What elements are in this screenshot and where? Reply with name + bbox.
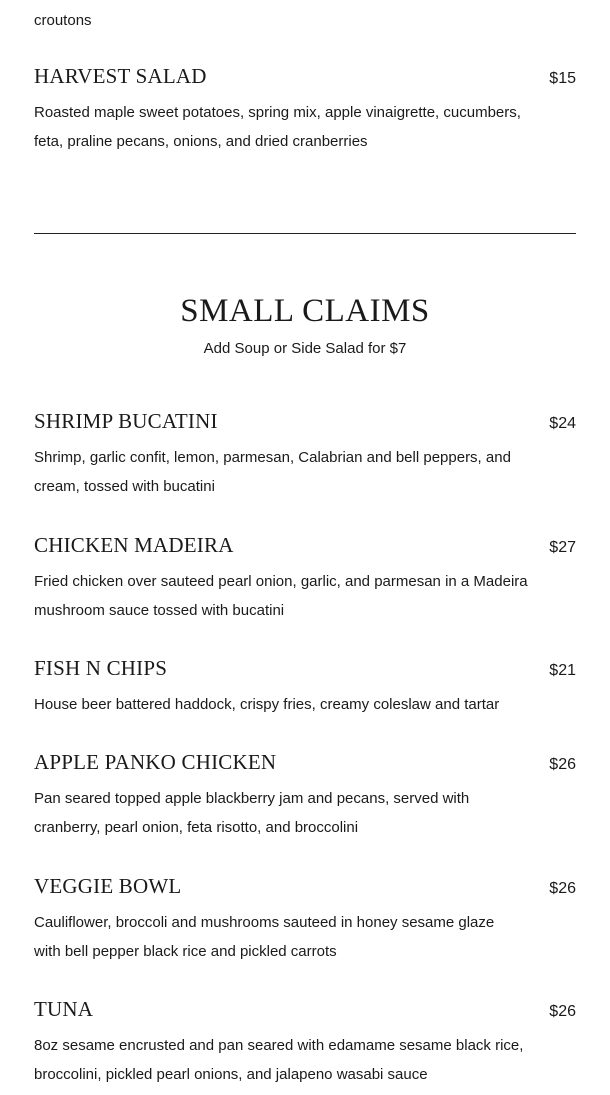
menu-item-shrimp-bucatini — [34, 409, 576, 501]
item-price: $26 — [549, 756, 576, 773]
section-subtitle: Add Soup or Side Salad for $7 — [203, 340, 407, 357]
menu-item-apple-panko-chicken — [34, 750, 576, 842]
description-line: with bell pepper black rice and pickled carrots — [34, 943, 337, 960]
item-description — [34, 98, 576, 156]
item-price: $26 — [549, 1003, 576, 1020]
item-description — [34, 1031, 576, 1089]
item-name: APPLE PANKO CHICKEN — [34, 750, 277, 774]
description-line: feta, praline pecans, onions, and dried cranberries — [34, 133, 368, 150]
item-description — [34, 908, 576, 966]
description-line: Cauliflower, broccoli and mushrooms sauteed in honey sesame glaze — [34, 914, 495, 931]
menu-item-tuna — [34, 997, 576, 1089]
description-line: Fried chicken over sauteed pearl onion, garlic, and parmesan in a Madeira — [34, 573, 528, 590]
description-line: croutons — [34, 12, 92, 29]
section-title: SMALL CLAIMS — [180, 293, 430, 329]
item-price: $26 — [549, 880, 576, 897]
previous-item-description — [34, 6, 132, 35]
item-name: HARVEST SALAD — [34, 64, 207, 88]
description-line: Shrimp, garlic confit, lemon, parmesan, Calabrian and bell peppers, and — [34, 449, 511, 466]
item-description — [34, 784, 576, 842]
menu-item-fish-n-chips — [34, 656, 576, 719]
description-line: broccolini, pickled pearl onions, and jalapeno wasabi sauce — [34, 1066, 428, 1083]
menu-item-veggie-bowl — [34, 874, 576, 966]
item-name: CHICKEN MADEIRA — [34, 533, 234, 557]
section-divider — [34, 233, 576, 234]
description-line: cream, tossed with bucatini — [34, 478, 215, 495]
item-name: SHRIMP BUCATINI — [34, 409, 218, 433]
description-line: cranberry, pearl onion, feta risotto, and broccolini — [34, 819, 359, 836]
menu-item-harvest-salad — [34, 64, 576, 156]
item-name: TUNA — [34, 997, 94, 1021]
menu-item-chicken-madeira — [34, 533, 576, 625]
item-name: FISH N CHIPS — [34, 656, 168, 680]
description-line: Pan seared topped apple blackberry jam and pecans, served with — [34, 790, 470, 807]
item-price: $15 — [549, 70, 576, 87]
item-price: $21 — [549, 662, 576, 679]
item-description — [34, 443, 576, 501]
item-description — [34, 690, 576, 719]
description-line: 8oz sesame encrusted and pan seared with edamame sesame black rice, — [34, 1037, 524, 1054]
description-line: Roasted maple sweet potatoes, spring mix, apple vinaigrette, cucumbers, — [34, 104, 521, 121]
item-price: $24 — [549, 415, 576, 432]
description-line: mushroom sauce tossed with bucatini — [34, 602, 285, 619]
item-price: $27 — [549, 539, 576, 556]
item-description — [34, 567, 576, 625]
description-line: House beer battered haddock, crispy fries, creamy coleslaw and tartar — [34, 696, 500, 713]
item-name: VEGGIE BOWL — [34, 874, 182, 898]
